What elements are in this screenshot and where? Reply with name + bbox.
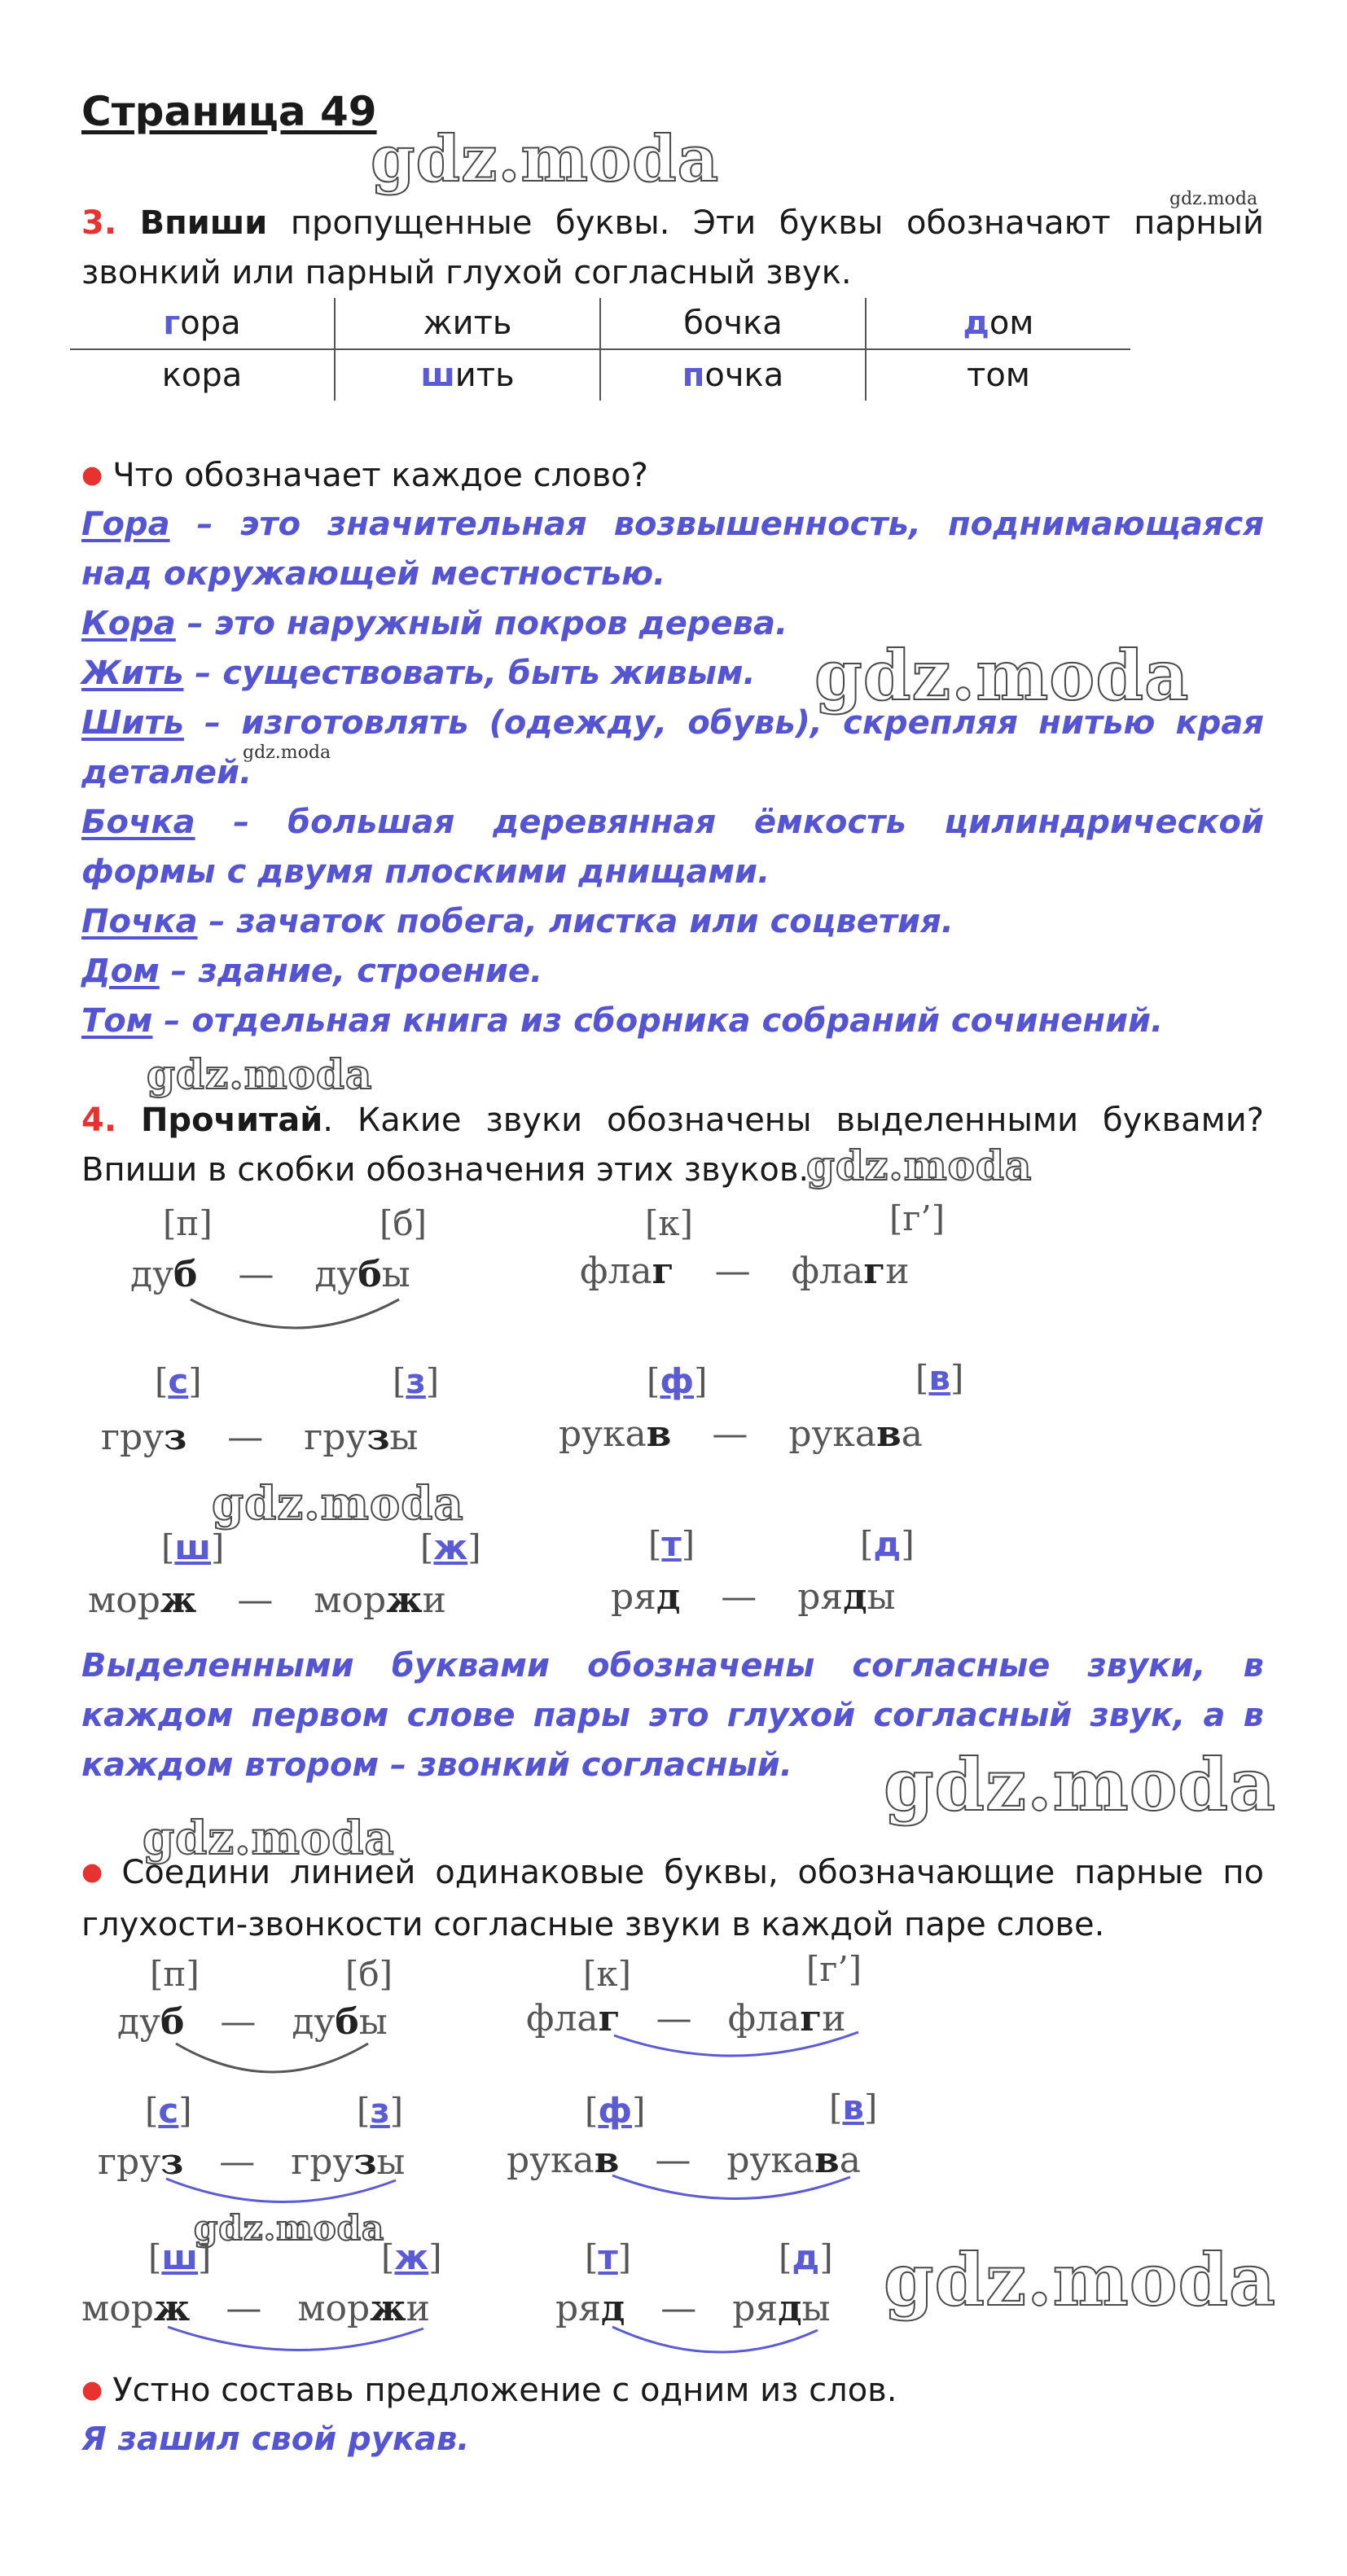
oral-task: ● Устно составь предложение с одним из слов.	[81, 2372, 897, 2409]
list-item: Почка – зачаток побега, листка или соцветия.	[81, 903, 954, 940]
task4-conclusion: Выделенными буквами обозначены согласные звуки, в каждом первом слове пары это глухой согласный звук, а в каждом втором – звонкий согласный.	[81, 1647, 1264, 1784]
bullet-icon: ●	[81, 2376, 103, 2404]
word-pair: морж — моржи	[81, 2288, 430, 2329]
task-number: 4.	[81, 1102, 117, 1139]
task4-instruction	[81, 1096, 1264, 1195]
transcription: [ш]	[161, 1527, 225, 1567]
task3-question: ● Что обозначает каждое слово?	[81, 457, 648, 494]
word-pair: ряд — ряды	[611, 1576, 896, 1618]
table-cell: дом	[866, 298, 1130, 349]
watermark: gdz.moda	[884, 1742, 1277, 1827]
transcription: [ж]	[381, 2237, 442, 2277]
transcription: [г’]	[889, 1198, 946, 1238]
table-cell: гора	[70, 298, 335, 349]
word-pair: рукав — рукава	[507, 2140, 861, 2181]
word-pair: рукав — рукава	[559, 1413, 923, 1455]
task-verb: Впиши	[139, 204, 268, 242]
transcription: [б]	[345, 1954, 393, 1994]
list-item: Кора – это наружный покров дерева.	[81, 605, 788, 642]
word-pair: груз — грузы	[101, 1417, 419, 1458]
watermark: gdz.moda	[243, 743, 331, 763]
word-pair: груз — грузы	[98, 2141, 406, 2183]
word-pair: дуб — дубы	[130, 1254, 410, 1295]
watermark: gdz.moda	[884, 2237, 1277, 2322]
table-cell: бочка	[600, 298, 866, 349]
word-pair: дуб — дубы	[117, 2001, 388, 2043]
transcription: [т]	[585, 2237, 632, 2277]
watermark: gdz.moda	[1169, 189, 1258, 209]
task-text: пропущенные буквы. Эти буквы обозначают парный звонкий или парный глухой согласный звук.	[81, 204, 1264, 291]
list-item: Том – отдельная книга из сборника собраний сочинений.	[81, 1002, 1164, 1040]
word-table	[70, 298, 1130, 401]
table-row	[70, 349, 1130, 401]
watermark: gdz.moda	[194, 2208, 385, 2248]
transcription: [ф]	[585, 2091, 646, 2131]
transcription: [ш]	[148, 2237, 212, 2277]
transcription: [к]	[583, 1954, 632, 1994]
table-cell: том	[967, 357, 1030, 394]
transcription: [з]	[357, 2091, 404, 2131]
list-item: Гора – это значительная возвышенность, поднимающаяся над окружающей местностью.	[81, 506, 1264, 593]
table-cell: кора	[70, 349, 335, 401]
watermark: gdz.moda	[147, 1050, 373, 1098]
task-number: 3.	[81, 204, 117, 242]
transcription: [д]	[860, 1524, 915, 1564]
transcription: [б]	[380, 1203, 428, 1243]
bullet-icon: ●	[81, 461, 103, 489]
word-pair: ряд — ряды	[555, 2288, 831, 2329]
watermark: gdz.moda	[371, 122, 720, 196]
watermark: gdz.moda	[143, 1812, 395, 1865]
connecting-arc	[186, 1299, 406, 1348]
connecting-arc	[168, 2327, 428, 2368]
transcription: [к]	[645, 1203, 694, 1243]
list-item: Бочка – большая деревянная ёмкость цилиндрической формы с двумя плоскими днищами.	[81, 804, 1264, 891]
task-verb: Прочитай	[140, 1102, 323, 1139]
transcription: [ж]	[420, 1527, 481, 1567]
page-title: Страница 49	[81, 88, 377, 135]
table-cell: почка	[600, 349, 866, 401]
watermark: gdz.moda	[814, 635, 1190, 716]
list-item: Шить – изготовлять (одежду, обувь), скрепляя нитью края деталей.	[81, 704, 1264, 791]
oral-answer: Я зашил свой рукав.	[81, 2420, 470, 2458]
transcription: [с]	[155, 1361, 202, 1401]
definitions-list	[81, 500, 1264, 1046]
connecting-arc	[171, 2044, 375, 2092]
connecting-arc	[166, 2179, 402, 2219]
transcription: [в]	[915, 1358, 964, 1398]
transcription: [п]	[163, 1203, 213, 1243]
connecting-arc	[612, 2175, 857, 2216]
list-item: Дом – здание, строение.	[81, 953, 543, 990]
connect-task: ● Соедини линией одинаковые буквы, обозначающие парные по глухости-звонкости согласные звуки в каждой паре слове.	[81, 1854, 1264, 1943]
watermark: gdz.moda	[806, 1141, 1033, 1189]
transcription: [п]	[150, 1954, 200, 1994]
transcription: [г’]	[806, 1949, 862, 1989]
transcription: [ф]	[647, 1361, 708, 1401]
watermark: gdz.moda	[212, 1477, 464, 1531]
transcription: [в]	[829, 2088, 878, 2127]
transcription: [с]	[145, 2091, 192, 2131]
bullet-icon: ●	[81, 1858, 112, 1886]
transcription: [з]	[393, 1361, 440, 1401]
task3-instruction	[81, 199, 1264, 298]
word-pair: флаг — флаги	[580, 1251, 910, 1292]
table-row	[70, 298, 1130, 349]
word-pair: флаг — флаги	[526, 1998, 846, 2039]
table-cell: шить	[335, 349, 600, 401]
connecting-arc	[614, 2032, 867, 2073]
list-item: Жить – существовать, быть живым.	[81, 655, 756, 692]
transcription: [д]	[779, 2237, 833, 2277]
task-text: . Какие звуки обозначены выделенными буквами? Впиши в скобки обозначения этих звуков.	[81, 1102, 1265, 1189]
word-pair: морж — моржи	[88, 1579, 446, 1621]
table-cell: жить	[335, 298, 600, 349]
transcription: [т]	[648, 1524, 695, 1564]
connecting-arc	[612, 2327, 824, 2368]
